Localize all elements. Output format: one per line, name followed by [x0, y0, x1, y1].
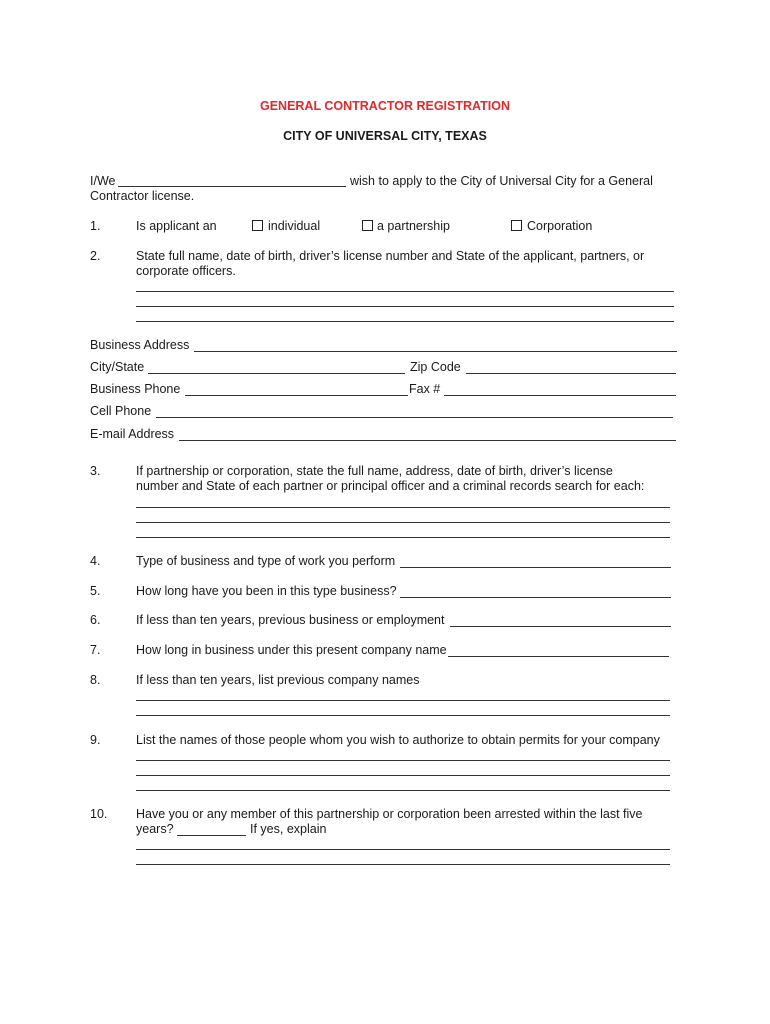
cell-phone-label: Cell Phone [90, 404, 152, 418]
q5-text: How long have you been in this type business? [136, 584, 397, 598]
q6-number: 6. [90, 613, 101, 627]
q3-answer-line[interactable] [136, 537, 670, 538]
corporation-checkbox[interactable] [511, 220, 522, 231]
q7-number: 7. [90, 643, 101, 657]
q10-number: 10. [90, 807, 108, 821]
q1-text: Is applicant an [136, 219, 217, 233]
business-address-label: Business Address [90, 338, 190, 352]
q2-answer-line[interactable] [136, 321, 674, 322]
individual-label: individual [268, 219, 321, 233]
zip-code-line[interactable] [466, 373, 676, 374]
q5-number: 5. [90, 584, 101, 598]
partnership-label: a partnership [377, 219, 450, 233]
email-label: E-mail Address [90, 427, 175, 441]
fax-label: Fax # [409, 382, 441, 396]
q4-answer-line[interactable] [400, 567, 671, 568]
q10-line2-suffix: If yes, explain [250, 822, 327, 836]
q8-text: If less than ten years, list previous company names [136, 673, 420, 687]
q9-number: 9. [90, 733, 101, 747]
business-phone-label: Business Phone [90, 382, 181, 396]
individual-checkbox[interactable] [252, 220, 263, 231]
intro-prefix: I/We [90, 174, 116, 188]
q10-line2-prefix: years? [136, 822, 174, 836]
q3-line1: If partnership or corporation, state the full name, address, date of birth, driver’s license [136, 464, 613, 478]
q10-line1: Have you or any member of this partnership or corporation been arrested within the last five [136, 807, 643, 821]
q4-number: 4. [90, 554, 101, 568]
q3-answer-line[interactable] [136, 522, 670, 523]
zip-code-label: Zip Code [410, 360, 461, 374]
q5-answer-line[interactable] [400, 597, 671, 598]
city-state-line[interactable] [148, 373, 405, 374]
form-title: GENERAL CONTRACTOR REGISTRATION [259, 99, 510, 113]
form-subtitle: CITY OF UNIVERSAL CITY, TEXAS [283, 129, 487, 143]
q7-answer-line[interactable] [448, 656, 669, 657]
corporation-label: Corporation [527, 219, 593, 233]
city-state-label: City/State [90, 360, 145, 374]
q9-answer-line[interactable] [136, 760, 670, 761]
q4-text: Type of business and type of work you perform [136, 554, 396, 568]
q10-answer-line[interactable] [136, 849, 670, 850]
q3-line2: number and State of each partner or principal officer and a criminal records search for each: [136, 479, 645, 493]
q2-answer-line[interactable] [136, 291, 674, 292]
q7-text: How long in business under this present company name [136, 643, 447, 657]
business-address-line[interactable] [194, 351, 677, 352]
q8-number: 8. [90, 673, 101, 687]
q3-answer-line[interactable] [136, 507, 670, 508]
intro-suffix: wish to apply to the City of Universal City for a General [350, 174, 653, 188]
q9-text: List the names of those people whom you wish to authorize to obtain permits for your company [136, 733, 660, 747]
q8-answer-line[interactable] [136, 700, 670, 701]
email-line[interactable] [179, 440, 676, 441]
intro-line2: Contractor license. [90, 189, 195, 203]
q6-text: If less than ten years, previous business or employment [136, 613, 445, 627]
q1-number: 1. [90, 219, 101, 233]
q2-answer-line[interactable] [136, 306, 674, 307]
q10-answer-line[interactable] [136, 864, 670, 865]
partnership-checkbox[interactable] [362, 220, 373, 231]
q9-answer-line[interactable] [136, 775, 670, 776]
q3-number: 3. [90, 464, 101, 478]
q2-line2: corporate officers. [136, 264, 236, 278]
q9-answer-line[interactable] [136, 790, 670, 791]
q2-line1: State full name, date of birth, driver’s license number and State of the applicant, partners, or [136, 249, 645, 263]
q10-arrested-answer-line[interactable] [177, 835, 246, 836]
cell-phone-line[interactable] [156, 417, 673, 418]
q8-answer-line[interactable] [136, 715, 670, 716]
business-phone-line[interactable] [185, 395, 408, 396]
q2-number: 2. [90, 249, 101, 263]
applicant-name-line[interactable] [118, 186, 346, 187]
fax-line[interactable] [444, 395, 676, 396]
q6-answer-line[interactable] [450, 626, 671, 627]
